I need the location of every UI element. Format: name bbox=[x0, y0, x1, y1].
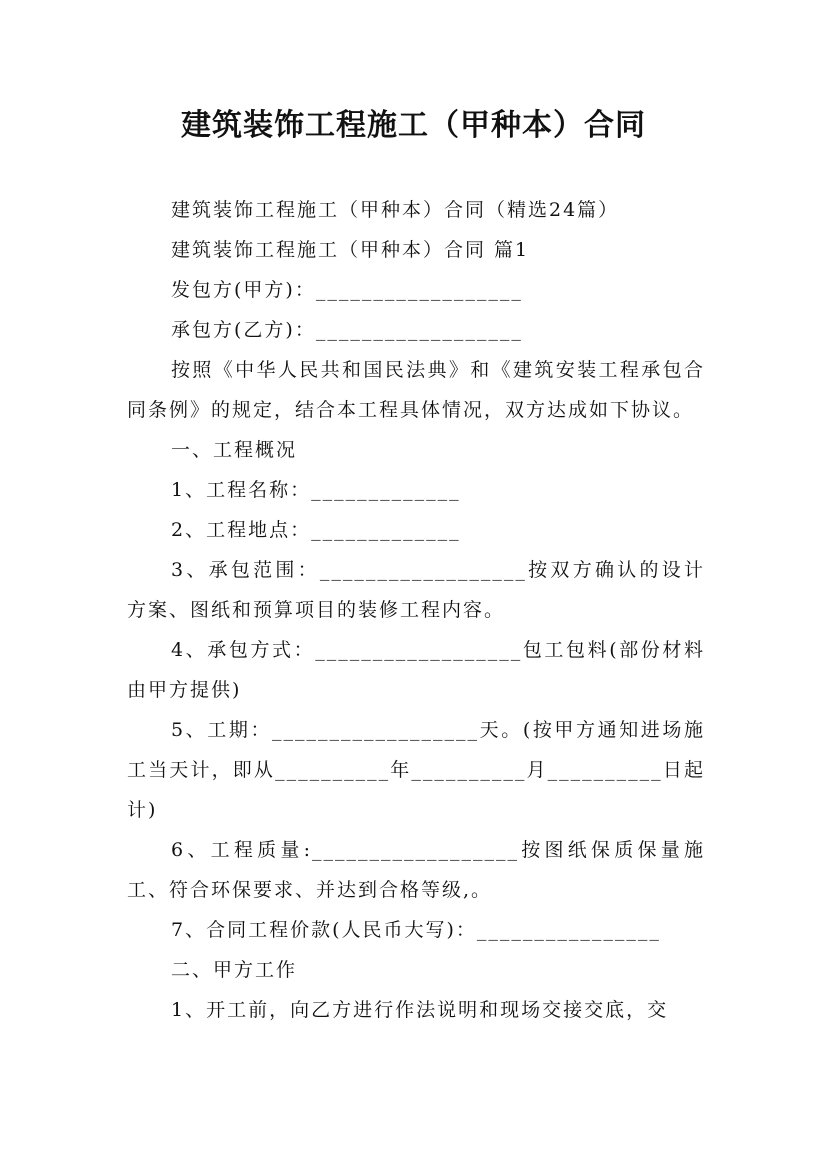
paragraph-contract-price: 7、合同工程价款(人民币大写)：________________ bbox=[171, 919, 661, 941]
paragraph-project-location: 2、工程地点：_____________ bbox=[171, 519, 461, 541]
section-heading-overview: 一、工程概况 bbox=[171, 439, 298, 461]
paragraph-construction-period: 5、工期：__________________天。(按甲方通知进场施工当天计，即从__________年__________月__________日起计) bbox=[127, 719, 705, 821]
paragraph-article-heading: 建筑装饰工程施工（甲种本）合同 篇1 bbox=[171, 239, 530, 261]
paragraph-preamble: 按照《中华人民共和国民法典》和《建筑安装工程承包合同条例》的规定，结合本工程具体情况，双方达成如下协议。 bbox=[127, 359, 705, 421]
paragraph-party-a: 发包方(甲方)：__________________ bbox=[171, 279, 523, 301]
section-heading-party-a-work: 二、甲方工作 bbox=[171, 959, 298, 981]
paragraph-contract-scope: 3、承包范围：__________________按双方确认的设计方案、图纸和预算项目的装修工程内容。 bbox=[127, 559, 705, 621]
paragraph-project-quality: 6、工程质量:__________________按图纸保质保量施工、符合环保要求、并达到合格等级,。 bbox=[127, 839, 705, 901]
paragraph-party-b: 承包方(乙方)：__________________ bbox=[171, 319, 523, 341]
paragraph-collection-title: 建筑装饰工程施工（甲种本）合同（精选24篇） bbox=[171, 199, 620, 221]
document-body bbox=[127, 190, 705, 1030]
document-title: 建筑装饰工程施工（甲种本）合同 bbox=[181, 108, 646, 143]
paragraph-project-name: 1、工程名称：_____________ bbox=[171, 479, 461, 501]
paragraph-party-a-work-1: 1、开工前，向乙方进行作法说明和现场交接交底，交 bbox=[171, 999, 669, 1021]
paragraph-contract-method: 4、承包方式：__________________包工包料(部份材料由甲方提供) bbox=[127, 639, 705, 701]
